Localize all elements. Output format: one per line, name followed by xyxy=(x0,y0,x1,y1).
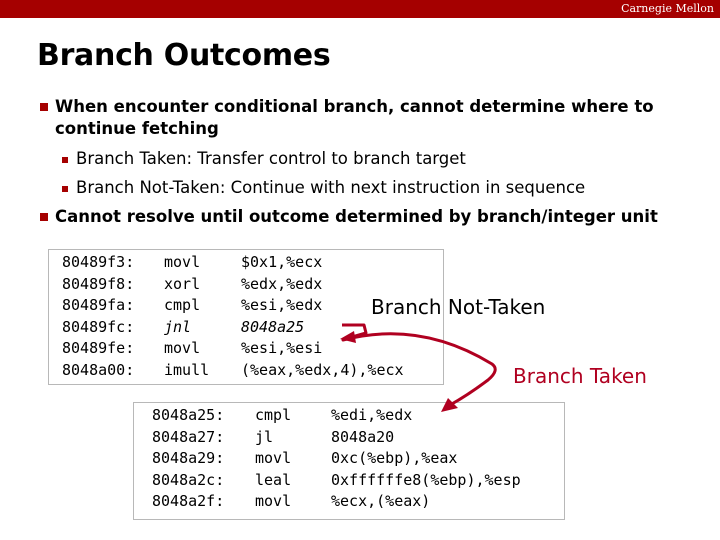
code-opcode: movl xyxy=(164,253,201,271)
code-operands: %esi,%edx xyxy=(241,296,323,314)
code-operands: 0xffffffe8(%ebp),%esp xyxy=(331,470,521,489)
slide-title: Branch Outcomes xyxy=(37,38,331,73)
institution-name: Carnegie Mellon xyxy=(621,2,714,15)
code-address: 8048a2f: xyxy=(152,492,225,510)
code-operands: $0x1,%ecx xyxy=(241,253,323,271)
code-operands: %edx,%edx xyxy=(241,274,323,293)
code-opcode: xorl xyxy=(164,274,201,293)
branch-target: 8048a25 xyxy=(241,317,305,336)
code-opcode: movl xyxy=(255,492,292,510)
taken-arrowhead xyxy=(441,398,458,412)
code-address: 80489fc: xyxy=(62,317,135,336)
code-address: 8048a29: xyxy=(152,449,225,467)
code-address: 80489f3: xyxy=(62,253,135,271)
not-taken-label: Branch Not-Taken xyxy=(371,295,546,319)
code-operands: %edi,%edx xyxy=(331,406,413,424)
code-address: 8048a25: xyxy=(152,406,225,424)
code-operands: 8048a20 xyxy=(331,427,395,446)
code-opcode: leal xyxy=(255,470,292,489)
taken-arrow xyxy=(343,334,495,405)
code-address: 8048a27: xyxy=(152,427,225,446)
code-address: 8048a00: xyxy=(62,360,135,379)
code-opcode: cmpl xyxy=(164,296,201,314)
branch-opcode: jnl xyxy=(164,317,192,336)
code-address: 80489fe: xyxy=(62,339,135,357)
bullet-1-text: When encounter conditional branch, cannot determine where to continue fetching xyxy=(55,97,654,138)
code-operands: 0xc(%ebp),%eax xyxy=(331,449,458,467)
code-operands: %ecx,(%eax) xyxy=(331,492,431,510)
code-address: 80489f8: xyxy=(62,274,135,293)
code-opcode: imull xyxy=(164,360,210,379)
code-opcode: movl xyxy=(255,449,292,467)
code-address: 8048a2c: xyxy=(152,470,225,489)
subbullet-1-text: Branch Taken: Transfer control to branch target xyxy=(76,149,466,168)
bullet-2-text: Cannot resolve until outcome determined by branch/integer unit xyxy=(55,207,658,226)
code-operands: %esi,%esi xyxy=(241,339,323,357)
code-operands: (%eax,%edx,4),%ecx xyxy=(241,360,404,379)
code-opcode: movl xyxy=(164,339,201,357)
subbullet-2-text: Branch Not-Taken: Continue with next instruction in sequence xyxy=(76,178,586,197)
code-opcode: cmpl xyxy=(255,406,292,424)
taken-label: Branch Taken xyxy=(513,364,647,388)
code-address: 80489fa: xyxy=(62,296,135,314)
code-opcode: jl xyxy=(255,427,274,446)
